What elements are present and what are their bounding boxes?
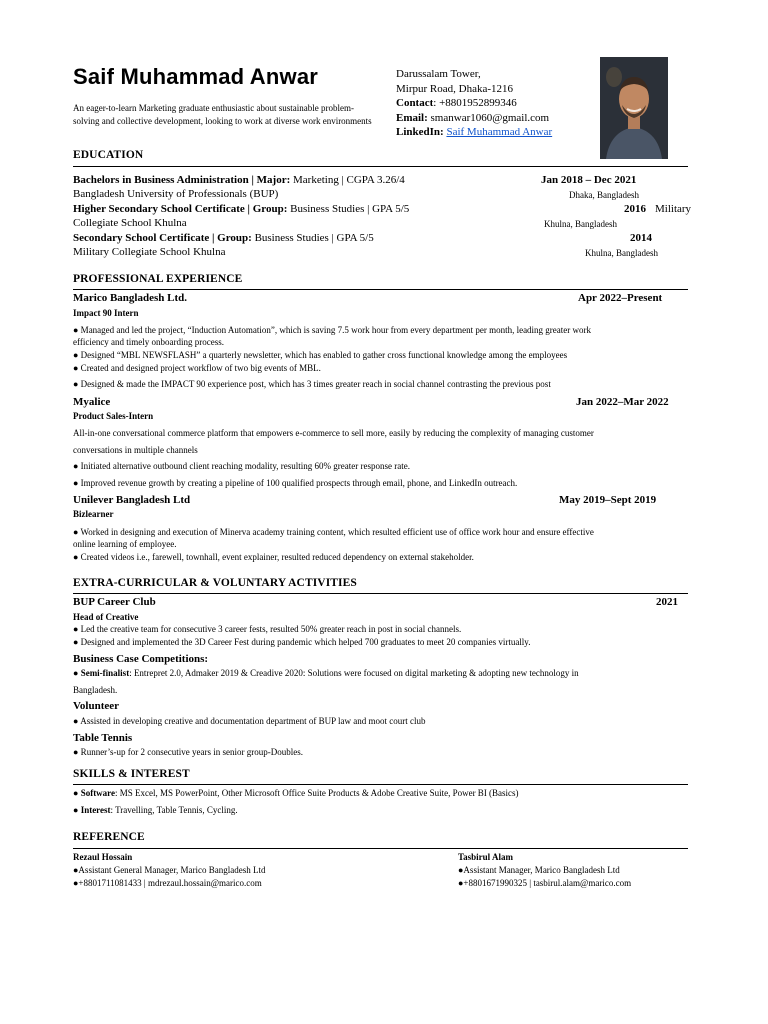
- hsc-rest: Business Studies | GPA 5/5: [287, 203, 410, 215]
- marico-date: Apr 2022–Present: [578, 292, 663, 304]
- marico-bullet-4: ● Designed & made the IMPACT 90 experience post, which has 3 times greater reach in social channel contrasting the previous post: [73, 379, 551, 389]
- interest-line: [73, 805, 688, 815]
- marico-role: Impact 90 Intern: [73, 308, 139, 318]
- ssc-line: [73, 232, 688, 244]
- club-bullet-1: ● Led the creative team for consecutive 3 career fests, resulted 50% greater reach in post in social channels.: [73, 624, 462, 634]
- unilever-bullet-1a: ● Worked in designing and execution of Minerva academy training content, which resulted efficient use of office work hour and ensure effective: [73, 527, 594, 537]
- software-label: Software: [80, 788, 116, 798]
- address-line-1: Darussalam Tower,: [396, 68, 481, 80]
- email-label: Email:: [396, 111, 428, 124]
- hsc-location: Khulna, Bangladesh: [544, 219, 617, 229]
- unilever-role: Bizlearner: [73, 509, 114, 519]
- education-title: EDUCATION: [73, 149, 144, 161]
- ref2-position: ●Assistant Manager, Marico Bangladesh Ltd: [458, 865, 620, 875]
- hsc-tail: Military: [655, 203, 692, 215]
- hsc-line: [73, 203, 692, 215]
- interest-value: : Travelling, Table Tennis, Cycling.: [110, 805, 238, 815]
- interest-label: Interest: [80, 805, 111, 815]
- table-tennis-bullet: ● Runner’s-up for 2 consecutive years in senior group-Doubles.: [73, 747, 303, 757]
- marico-bullet-3: ● Created and designed project workflow of two big events of MBL.: [73, 363, 321, 373]
- email-line: [396, 111, 552, 126]
- ref2-name: Tasbirul Alam: [458, 852, 513, 862]
- unilever-company: Unilever Bangladesh Ltd: [73, 494, 191, 506]
- marico-bullet-1a: ● Managed and led the project, “Induction Automation”, which is saving 7.5 work hour from every department per month, leading greater work: [73, 325, 592, 335]
- case-rest: : Entrepret 2.0, Admaker 2019 & Creadive 2020: Solutions were focused on digital marketing & adopting new technology in: [129, 668, 579, 678]
- marico-header: [73, 292, 688, 304]
- bachelor-rest: Marketing | CGPA 3.26/4: [290, 174, 405, 186]
- ssc-year: 2014: [630, 232, 652, 244]
- linkedin-line: [396, 125, 552, 140]
- marico-company: Marico Bangladesh Ltd.: [73, 292, 187, 304]
- ssc-inst-line: [73, 246, 688, 258]
- software-line: [73, 788, 688, 798]
- table-tennis-title: Table Tennis: [73, 732, 133, 744]
- case-line-b: Bangladesh.: [73, 685, 118, 695]
- marico-bullet-1b: efficiency and timely onboarding process.: [73, 337, 225, 347]
- contact-line: [396, 96, 552, 111]
- profile-photo-icon: [600, 57, 668, 159]
- case-bullet: ●: [73, 668, 81, 678]
- experience-divider: [73, 289, 688, 290]
- volunteer-title: Volunteer: [73, 700, 120, 712]
- myalice-date: Jan 2022–Mar 2022: [576, 396, 669, 408]
- club-role: Head of Creative: [73, 612, 139, 622]
- activities-title: EXTRA-CURRICULAR & VOLUNTARY ACTIVITIES: [73, 577, 357, 589]
- ssc-location: Khulna, Bangladesh: [585, 248, 658, 258]
- address-line-2: Mirpur Road, Dhaka-1216: [396, 82, 514, 95]
- hsc-year: 2016: [624, 203, 646, 215]
- contact-phone: : +8801952899346: [433, 97, 517, 109]
- interest-bullet: ●: [73, 805, 81, 815]
- linkedin-link[interactable]: Saif Muhammad Anwar: [446, 126, 553, 138]
- myalice-header: [73, 396, 688, 408]
- myalice-desc-b: conversations in multiple channels: [73, 445, 198, 455]
- skills-title: SKILLS & INTEREST: [73, 768, 190, 780]
- unilever-date: May 2019–Sept 2019: [559, 494, 657, 506]
- myalice-bullet-2: ● Improved revenue growth by creating a pipeline of 100 qualified prospects through email, phone, and LinkedIn outreach.: [73, 478, 518, 488]
- software-bullet: ●: [73, 788, 81, 798]
- volunteer-bullet: ● Assisted in developing creative and documentation department of BUP law and moot court club: [73, 716, 426, 726]
- profile-photo: [600, 57, 668, 159]
- contact-block: [396, 67, 552, 140]
- bachelor-date: Jan 2018 – Dec 2021: [541, 174, 637, 186]
- experience-title: PROFESSIONAL EXPERIENCE: [73, 273, 243, 285]
- myalice-desc-a: All-in-one conversational commerce platform that empowers e-commerce to sell more, easily by reducing the complexity of managing customer: [73, 428, 594, 438]
- club-name: BUP Career Club: [73, 596, 156, 608]
- myalice-company: Myalice: [73, 396, 111, 408]
- reference-title: REFERENCE: [73, 831, 145, 843]
- club-header: [73, 596, 688, 608]
- bachelor-degree: Bachelors in Business Administration | Major:: [73, 174, 291, 186]
- club-bullet-2: ● Designed and implemented the 3D Career Fest during pandemic which helped 700 graduates to meet 20 companies virtually.: [73, 637, 531, 647]
- myalice-bullet-1: ● Initiated alternative outbound client reaching modality, resulting 60% greater response rate.: [73, 461, 410, 471]
- hsc-inst-line: [73, 217, 688, 229]
- ref2-contact: ●+8801671990325 | tasbirul.alam@marico.com: [458, 878, 632, 888]
- hsc-institution: Collegiate School Khulna: [73, 217, 187, 229]
- unilever-header: [73, 494, 688, 506]
- myalice-role: Product Sales-Intern: [73, 411, 154, 421]
- bachelor-location: Dhaka, Bangladesh: [569, 190, 639, 200]
- club-year: 2021: [656, 596, 678, 608]
- skills-divider: [73, 784, 688, 785]
- marico-bullet-2: ● Designed “MBL NEWSFLASH” a quarterly newsletter, which has enabled to gather cross functional knowledge among the employees: [73, 350, 568, 360]
- contact-label: Contact: [396, 97, 434, 109]
- candidate-name: Saif Muhammad Anwar: [73, 64, 319, 89]
- unilever-bullet-2: ● Created videos i.e., farewell, townhall, event explainer, resulted reduced dependency on external stakeholder.: [73, 552, 474, 562]
- hsc-degree: Higher Secondary School Certificate | Group:: [73, 203, 288, 215]
- education-divider: [73, 166, 688, 167]
- activities-divider: [73, 593, 688, 594]
- ref1-contact: ●+8801711081433 | mdrezaul.hossain@marico.com: [73, 878, 262, 888]
- ssc-rest: Business Studies | GPA 5/5: [251, 232, 374, 244]
- summary-text: An eager-to-learn Marketing graduate enthusiastic about sustainable problem-solving and collective development, looking to work at diverse work environments: [73, 103, 372, 126]
- reference-divider: [73, 848, 688, 849]
- bachelor-line: [73, 174, 688, 186]
- case-label: Semi-finalist: [80, 668, 130, 678]
- case-line: [73, 668, 688, 678]
- ssc-degree: Secondary School Certificate | Group:: [73, 232, 252, 244]
- ref1-name: Rezaul Hossain: [73, 852, 133, 862]
- bachelor-institution: Bangladesh University of Professionals (BUP): [73, 188, 279, 200]
- software-value: : MS Excel, MS PowerPoint, Other Microsoft Office Suite Products & Adobe Creative Suite, Power BI (Basics): [115, 788, 519, 798]
- ref1-position: ●Assistant General Manager, Marico Bangladesh Ltd: [73, 865, 266, 875]
- ssc-institution: Military Collegiate School Khulna: [73, 246, 226, 258]
- email-value: smanwar1060@gmail.com: [427, 111, 550, 124]
- case-title: Business Case Competitions:: [73, 653, 209, 665]
- bachelor-inst-line: [73, 188, 688, 200]
- unilever-bullet-1b: online learning of employee.: [73, 539, 177, 549]
- linkedin-label: LinkedIn:: [396, 126, 444, 138]
